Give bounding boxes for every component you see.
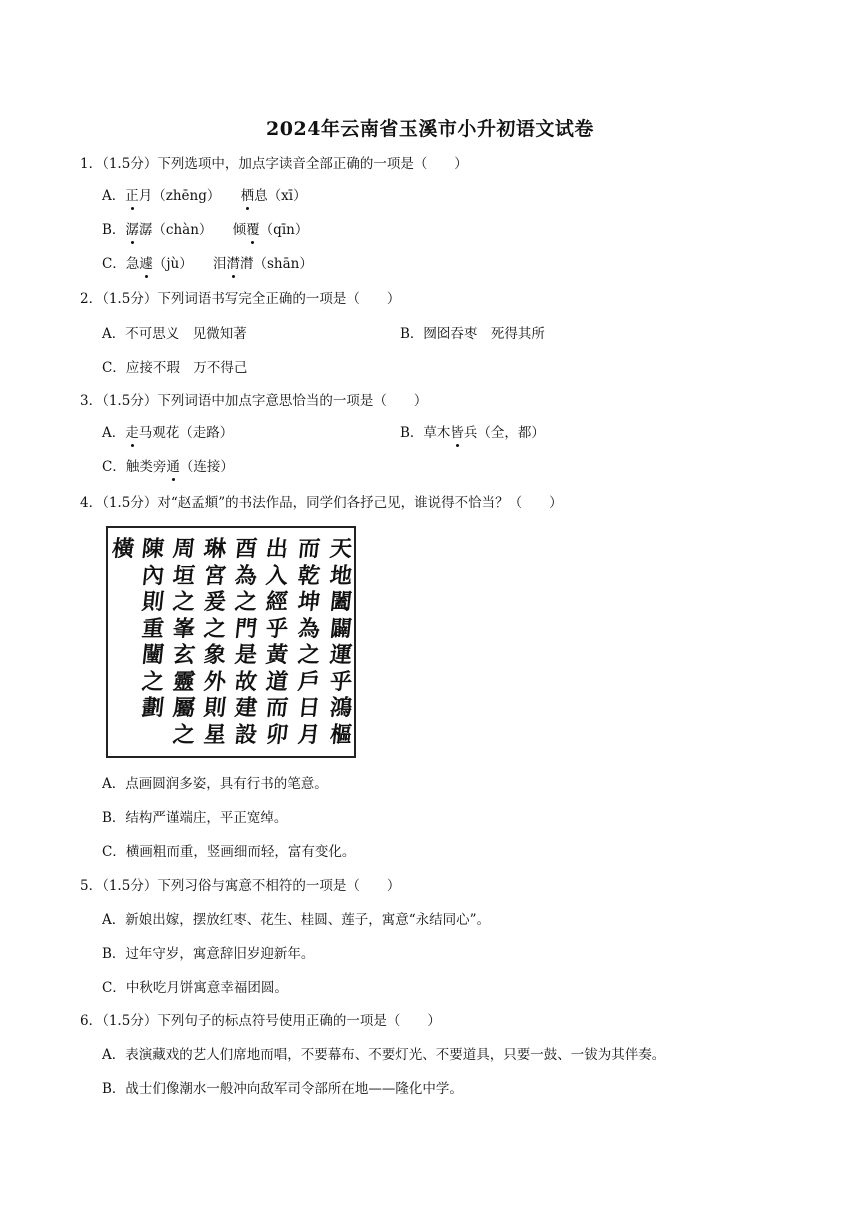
option-label: C． (102, 256, 126, 272)
calligraphy-char: 之 (171, 721, 197, 748)
option-label: A． (102, 326, 126, 342)
calligraphy-char: 靈 (171, 668, 197, 695)
option-text: 点画圆润多姿，具有行书的笔意。 (125, 776, 328, 792)
emphasized-char: 潺 (125, 222, 139, 238)
option-text: 潸（shān） (239, 256, 313, 272)
question-stem (80, 290, 400, 308)
calligraphy-char: 星 (202, 721, 228, 748)
emphasized-char: 通 (166, 459, 180, 475)
calligraphy-char: 而 (296, 536, 322, 562)
option (102, 255, 313, 273)
calligraphy-char: 出 (264, 536, 290, 562)
option-text: 结构严谨端庄，平正宽绰。 (125, 810, 288, 826)
option-label: C． (102, 844, 126, 860)
option-text: 战士们像潮水一般冲向敌军司令部所在地——隆化中学。 (125, 1081, 463, 1097)
calligraphy-char: 乎 (264, 615, 290, 642)
option-text: 急 (125, 256, 140, 272)
question-number: 5． (80, 878, 103, 894)
option-label: A． (102, 912, 126, 928)
calligraphy-char: 屬 (171, 695, 197, 721)
option-text: 表演藏戏的艺人们席地而唱，不要幕布、不要灯光、不要道具，只要一鼓、一钹为其伴奏。 (125, 1047, 666, 1063)
calligraphy-image (106, 526, 356, 758)
calligraphy-column (262, 536, 292, 748)
calligraphy-char: 運 (328, 642, 354, 668)
calligraphy-char: 而 (264, 695, 290, 721)
option (102, 775, 328, 793)
calligraphy-char: 月 (296, 721, 322, 748)
calligraphy-char: 內 (140, 562, 166, 589)
calligraphy-char: 琳 (202, 536, 228, 562)
option-text: （jù） 泪 (152, 256, 227, 272)
calligraphy-char: 鴻 (328, 695, 354, 721)
question-text: （1.5分）下列词语书写完全正确的一项是（ ） (102, 291, 401, 307)
option-text: 月（zhēng） (138, 188, 241, 204)
emphasized-char: 走 (125, 425, 139, 441)
option-label: A． (102, 1047, 126, 1063)
option (102, 1046, 665, 1064)
option-text: （连接） (179, 459, 234, 475)
emphasized-char: 栖 (240, 188, 255, 204)
question-text: （1.5分）下列句子的标点符号使用正确的一项是（ ） (102, 1013, 441, 1029)
option-text: 兵（全，都） (463, 425, 545, 441)
question-stem (80, 392, 427, 410)
calligraphy-char: 入 (264, 562, 290, 589)
option (102, 325, 247, 343)
calligraphy-char: 為 (233, 562, 259, 589)
calligraphy-char: 之 (233, 589, 259, 615)
calligraphy-char: 宮 (202, 562, 228, 589)
calligraphy-char: 樞 (328, 721, 354, 748)
calligraphy-char: 垣 (171, 562, 197, 589)
calligraphy-char: 則 (140, 589, 166, 615)
calligraphy-char: 重 (140, 615, 166, 642)
emphasized-char: 正 (125, 188, 139, 204)
question-stem (80, 155, 468, 173)
calligraphy-char: 象 (202, 642, 228, 668)
calligraphy-column (169, 536, 199, 748)
question-text: （1.5分）对“赵孟頫”的书法作品，同学们各抒己见，谁说得不恰当？（ ） (102, 495, 563, 511)
calligraphy-char: 設 (233, 721, 259, 748)
question-number: 2． (80, 291, 103, 307)
question-stem (80, 494, 563, 512)
emphasized-char: 潸 (226, 256, 240, 272)
calligraphy-char: 道 (264, 668, 290, 695)
option-label: A． (102, 425, 126, 441)
calligraphy-column (326, 536, 356, 748)
option-text: 潺（chàn） 倾 (138, 222, 247, 238)
option-text: （qīn） (259, 222, 309, 238)
option (400, 424, 545, 442)
calligraphy-char: 之 (296, 642, 322, 668)
calligraphy-column (108, 536, 138, 563)
calligraphy-column (138, 536, 168, 722)
calligraphy-column (200, 536, 230, 748)
calligraphy-char: 闉 (140, 642, 166, 668)
option (102, 458, 234, 476)
calligraphy-char: 之 (202, 615, 228, 642)
calligraphy-char: 卯 (264, 721, 290, 748)
calligraphy-char: 峯 (171, 615, 197, 642)
calligraphy-char: 建 (233, 695, 259, 721)
option (102, 424, 233, 442)
option (102, 945, 314, 963)
calligraphy-char: 爰 (202, 589, 228, 615)
option-text: 中秋吃月饼寓意幸福团圆。 (125, 980, 288, 996)
calligraphy-char: 故 (233, 668, 259, 695)
calligraphy-char: 門 (233, 615, 259, 642)
option (102, 1080, 463, 1098)
option (102, 187, 307, 205)
option (102, 979, 288, 997)
calligraphy-char: 乾 (296, 562, 322, 589)
page-title: 2024年云南省玉溪市小升初语文试卷 (266, 118, 594, 140)
option-text: 触类旁 (125, 459, 167, 475)
option (102, 843, 355, 861)
calligraphy-char: 周 (171, 536, 197, 562)
option-text: 新娘出嫁，摆放红枣、花生、桂圆、莲子，寓意“永结同心”。 (125, 912, 491, 928)
calligraphy-char: 玄 (171, 642, 197, 668)
calligraphy-char: 地 (328, 562, 354, 589)
option-label: B． (102, 222, 126, 238)
option (102, 359, 247, 377)
calligraphy-char: 戶 (296, 668, 322, 695)
question-stem (80, 877, 400, 895)
option-text: 过年守岁，寓意辞旧岁迎新年。 (125, 946, 315, 962)
calligraphy-char: 天 (328, 536, 354, 562)
calligraphy-char: 乎 (328, 668, 354, 695)
option (102, 911, 490, 929)
calligraphy-char: 黃 (264, 642, 290, 668)
question-number: 4． (80, 495, 103, 511)
calligraphy-char: 陳 (140, 536, 166, 562)
option-label: C． (102, 459, 126, 475)
option-label: B． (400, 326, 424, 342)
emphasized-char: 遽 (139, 256, 153, 272)
option-label: B． (400, 425, 424, 441)
calligraphy-char: 坤 (296, 589, 322, 615)
option (102, 221, 308, 239)
option-text: 不可思义 见微知著 (125, 326, 247, 342)
option-text: 应接不瑕 万不得己 (125, 360, 248, 376)
option-label: B． (102, 1081, 126, 1097)
option (102, 809, 287, 827)
calligraphy-char: 橫 (110, 536, 136, 562)
calligraphy-char: 之 (140, 668, 166, 695)
question-text: （1.5分）下列词语中加点字意思恰当的一项是（ ） (102, 393, 428, 409)
question-number: 6． (80, 1013, 103, 1029)
calligraphy-char: 闢 (328, 615, 354, 642)
calligraphy-char: 是 (233, 642, 259, 668)
emphasized-char: 皆 (450, 425, 464, 441)
option-label: B． (102, 810, 126, 826)
option (400, 325, 545, 343)
question-number: 1． (80, 156, 103, 172)
calligraphy-char: 日 (296, 695, 322, 721)
option-label: C． (102, 360, 126, 376)
option-text: 横画粗而重，竖画细而轻，富有变化。 (125, 844, 356, 860)
option-text: 息（xī） (254, 188, 307, 204)
calligraphy-char: 闔 (328, 589, 354, 615)
option-text: 草木 (423, 425, 451, 441)
question-number: 3． (80, 393, 103, 409)
calligraphy-char: 為 (296, 615, 322, 642)
calligraphy-column (294, 536, 324, 748)
calligraphy-column (231, 536, 261, 748)
question-text: （1.5分）下列选项中，加点字读音全部正确的一项是（ ） (102, 156, 468, 172)
calligraphy-char: 外 (202, 668, 228, 695)
question-text: （1.5分）下列习俗与寓意不相符的一项是（ ） (102, 878, 401, 894)
option-label: A． (102, 188, 126, 204)
option-text: 马观花（走路） (138, 425, 234, 441)
question-stem (80, 1012, 441, 1030)
calligraphy-char: 經 (264, 589, 290, 615)
option-label: C． (102, 980, 126, 996)
calligraphy-char: 劃 (140, 695, 166, 721)
option-label: A． (102, 776, 126, 792)
calligraphy-char: 則 (202, 695, 228, 721)
calligraphy-char: 酉 (233, 536, 259, 562)
calligraphy-char: 之 (171, 589, 197, 615)
emphasized-char: 覆 (246, 222, 260, 238)
option-text: 囫囵吞枣 死得其所 (423, 326, 545, 342)
option-label: B． (102, 946, 126, 962)
